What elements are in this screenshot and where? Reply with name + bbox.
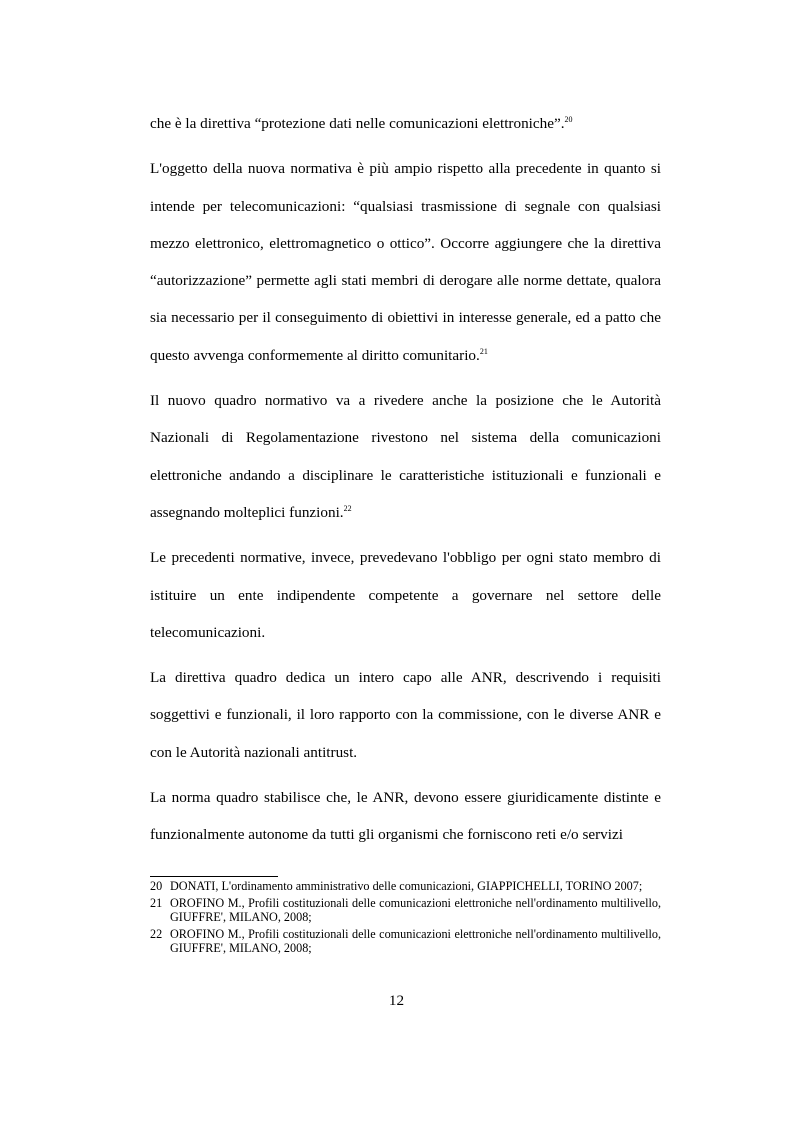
- footnote-number: 22: [150, 926, 163, 941]
- paragraph-4: [150, 539, 661, 651]
- footnote-number: 21: [150, 895, 163, 910]
- body-text: [150, 105, 661, 862]
- paragraph-3: [150, 382, 661, 531]
- footnote-separator: [150, 876, 278, 877]
- paragraph-6-text: La norma quadro stabilisce che, le ANR, devono essere giuridicamente distinte e funzionalmente autonome da tutti gli organismi che forniscono reti e/o servizi: [150, 789, 661, 844]
- paragraph-2-text: L'oggetto della nuova normativa è più ampio rispetto alla precedente in quanto si intende per telecomunicazioni: “qualsiasi trasmissione di segnale con qualsiasi mezzo elettronico, elettromagnetico o ottico”. Occorre aggiungere che la direttiva “autorizzazione” permette agli stati membri di derogare alle norme dettate, qualora sia necessario per il conseguimento di obiettivi in interesse generale, ed a patto che questo avvenga conformemente al diritto comunitario.: [150, 160, 661, 364]
- footnote-text: OROFINO M., Profili costituzionali delle comunicazioni elettroniche nell'ordinamento multilivello, GIUFFRE', MILANO, 2008;: [170, 895, 661, 925]
- paragraph-3-text: Il nuovo quadro normativo va a rivedere anche la posizione che le Autorità Nazionali di Regolamentazione rivestono nel sistema della comunicazioni elettroniche andando a disciplinare le caratteristiche istituzionali e funzionali e assegnando molteplici funzioni.: [150, 392, 661, 521]
- footnote-22: [150, 927, 661, 956]
- paragraph-5-text: La direttiva quadro dedica un intero capo alle ANR, descrivendo i requisiti soggettivi e funzionali, il loro rapporto con la commissione, con le diverse ANR e con le Autorità nazionali antitrust.: [150, 669, 661, 761]
- footnotes: [150, 879, 661, 958]
- footnote-number: 20: [150, 879, 163, 893]
- footnote-ref-22: 22: [343, 503, 352, 513]
- footnote-text: DONATI, L'ordinamento amministrativo delle comunicazioni, GIAPPICHELLI, TORINO 2007;: [170, 879, 643, 893]
- paragraph-2: [150, 150, 661, 374]
- footnote-21: [150, 896, 661, 925]
- footnote-ref-20: 20: [564, 115, 573, 124]
- footnote-ref-21: 21: [479, 346, 488, 356]
- page-number: 12: [388, 992, 405, 1009]
- paragraph-6: [150, 779, 661, 854]
- paragraph-1: [150, 105, 661, 142]
- footnote-20: [150, 879, 661, 894]
- paragraph-5: [150, 659, 661, 771]
- paragraph-4-text: Le precedenti normative, invece, prevedevano l'obbligo per ogni stato membro di istituire un ente indipendente competente a governare nel settore delle telecomunicazioni.: [150, 549, 661, 641]
- footnote-text: OROFINO M., Profili costituzionali delle comunicazioni elettroniche nell'ordinamento multilivello, GIUFFRE', MILANO, 2008;: [170, 926, 661, 956]
- paragraph-1-text: che è la direttiva “protezione dati nelle comunicazioni elettroniche”.: [150, 115, 565, 132]
